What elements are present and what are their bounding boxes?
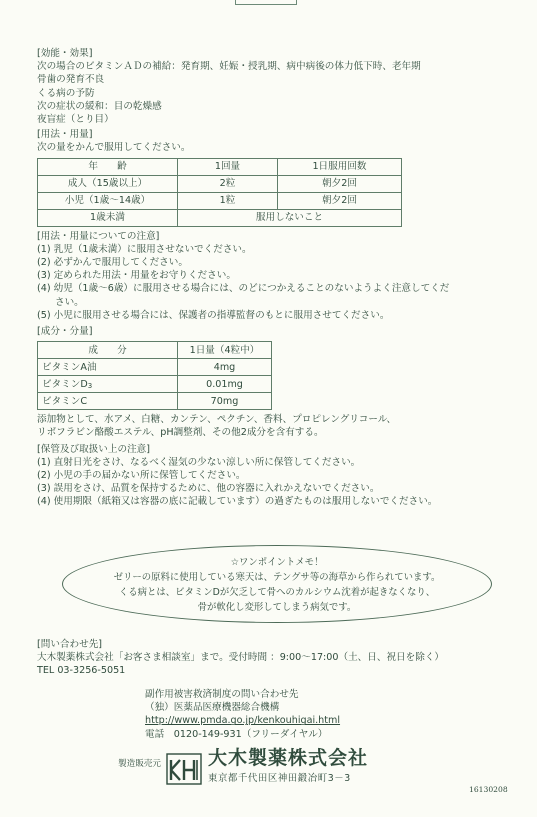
table-header-cell: 1日量（4粒中）	[178, 342, 272, 359]
contact-section	[37, 638, 515, 678]
storage-item: (2) 小児の手の届かない所に保管してください。	[37, 470, 246, 482]
table-cell	[38, 376, 178, 393]
dosage-notes-heading: [用法・用量についての注意]	[37, 230, 160, 242]
storage-item: (1) 直射日光をさけ、なるべく湿気の少ない涼しい所に保管してください。	[37, 456, 361, 468]
table-header-cell: 年 齢	[38, 158, 178, 175]
memo-title: ☆ワンポイントメモ！	[230, 557, 324, 568]
ingredient-name: ビタミンD	[42, 378, 88, 390]
note-item: (1) 乳児（1歳未満）に服用させないでください。	[37, 243, 252, 255]
product-code: 16130208	[469, 785, 508, 794]
table-row	[38, 359, 272, 376]
note-item: (4) 幼児（1歳～6歳）に服用させる場合には、のどにつかえることのないようよく注意してくだ	[37, 283, 450, 295]
note-item: (5) 小児に服用させる場合には、保護者の指導監督のもとに服用させてください。	[37, 309, 390, 321]
relief-url[interactable]: http://www.pmda.go.jp/kenkouhigai.html	[145, 715, 341, 727]
table-cell: 70mg	[178, 393, 272, 410]
dosage-intro: 次の量をかんで服用してください。	[37, 142, 191, 154]
manufacturer-name: 大木製薬株式会社	[208, 747, 369, 769]
table-cell: 成人（15歳以上）	[38, 175, 178, 192]
manufacturer-address: 東京都千代田区神田鍛冶町3－3	[208, 773, 351, 784]
table-row	[38, 209, 402, 226]
effects-line: 夜盲症（とり目）	[37, 114, 114, 126]
table-cell: 0.01mg	[178, 376, 272, 393]
table-header-cell: 1日服用回数	[278, 158, 402, 175]
note-item: (2) 必ずかんで服用してください。	[37, 257, 188, 269]
table-header-row	[38, 158, 402, 175]
note-item-continuation: さい。	[55, 296, 84, 308]
table-cell: 2粒	[178, 175, 278, 192]
table-cell: 1歳未満	[38, 209, 178, 226]
ingredients-section	[37, 325, 515, 440]
ingredients-heading: [成分・分量]	[37, 326, 93, 338]
relief-phone: 電話 0120-149-931（フリーダイヤル）	[145, 728, 328, 740]
top-cut-mark	[235, 0, 297, 5]
memo-line: くる病とは、ビタミンDが欠乏して骨へのカルシウム沈着が起きなくなり、	[118, 587, 436, 598]
manufacturer-block	[118, 748, 418, 796]
effects-section	[37, 47, 515, 126]
effects-line: 次の場合のビタミンＡＤの補給：発育期、妊娠・授乳期、病中病後の体力低下時、老年期	[37, 61, 421, 73]
dosage-heading: [用法・用量]	[37, 129, 93, 141]
contact-tel: TEL 03-3256-5051	[37, 665, 126, 677]
table-cell: 1粒	[178, 192, 278, 209]
relief-org: （独）医薬品医療機器総合機構	[145, 702, 280, 714]
table-header-cell: 1回量	[178, 158, 278, 175]
table-cell: 服用しないこと	[178, 209, 402, 226]
table-row	[38, 175, 402, 192]
one-point-memo	[62, 545, 492, 623]
effects-line: 次の症状の緩和：目の乾燥感	[37, 100, 162, 112]
table-cell: ビタミンC	[38, 393, 178, 410]
storage-item: (4) 使用期限（紙箱又は容器の底に記載しています）の過ぎたものは服用しないでください。	[37, 496, 438, 508]
ingredients-table	[37, 341, 272, 410]
table-cell: 朝夕2回	[278, 192, 402, 209]
relief-system-contact	[145, 688, 340, 741]
effects-line: くる病の予防	[37, 87, 95, 99]
memo-line: 骨が軟化し変形してしまう病気です。	[197, 602, 357, 613]
table-row	[38, 376, 272, 393]
table-header-row	[38, 342, 272, 359]
relief-title: 副作用被害救済制度の問い合わせ先	[145, 689, 299, 700]
dosage-section	[37, 128, 515, 226]
memo-line: ゼリーの原料に使用している寒天は、テングサ等の海草から作られています。	[113, 572, 441, 583]
dosage-notes-section	[37, 230, 515, 322]
storage-section	[37, 443, 515, 509]
dosage-table	[37, 158, 402, 227]
table-row	[38, 192, 402, 209]
ingredient-subscript: 3	[87, 381, 93, 390]
table-cell: 小児（1歳～14歳）	[38, 192, 178, 209]
table-cell: ビタミンA油	[38, 359, 178, 376]
table-row	[38, 393, 272, 410]
additives-line: リボフラビン酪酸エステル、pH調整剤、その他2成分を含有する。	[37, 427, 324, 439]
table-header-cell: 成 分	[38, 342, 178, 359]
table-cell: 朝夕2回	[278, 175, 402, 192]
ohki-logo-icon	[166, 752, 202, 786]
contact-hours: 大木製薬株式会社「お客さま相談室」まで。受付時間 ：9:00～17:00（土、日、祝日を除く）	[37, 652, 445, 664]
table-cell: 4mg	[178, 359, 272, 376]
additives-line: 添加物として、水アメ、白糖、カンテン、ペクチン、香料、プロピレングリコール、	[37, 414, 397, 426]
leaflet-body	[37, 45, 515, 509]
manufacturer-label: 製造販売元	[118, 759, 161, 769]
storage-heading: [保管及び取扱い上の注意]	[37, 443, 151, 455]
storage-item: (3) 誤用をさけ、品質を保持するために、他の容器に入れかえないでください。	[37, 483, 380, 495]
effects-heading: [効能・効果]	[37, 48, 93, 59]
note-item: (3) 定められた用法・用量をお守りください。	[37, 270, 236, 282]
contact-heading: [問い合わせ先]	[37, 639, 103, 650]
effects-line: 骨歯の発育不良	[37, 74, 105, 86]
